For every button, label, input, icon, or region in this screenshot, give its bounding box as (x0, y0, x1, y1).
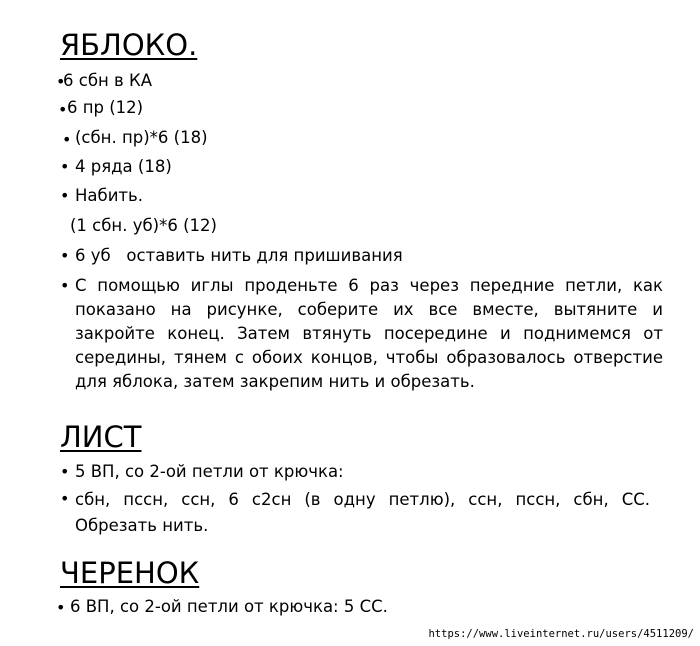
leaf-step-1: 5 ВП, со 2-ой петли от крючка: (75, 462, 344, 481)
bullet-icon: • (62, 130, 72, 149)
bullet-icon: • (60, 462, 70, 481)
bullet-icon: • (60, 489, 70, 508)
apple-step-2: 6 пр (12) (67, 98, 144, 117)
stem-heading: ЧЕРЕНОК (60, 556, 200, 590)
bullet-icon: • (58, 100, 68, 119)
bullet-icon: • (60, 157, 70, 176)
bullet-icon: • (60, 276, 70, 295)
apple-instruction: С помощью иглы проденьте 6 раз через передние петли, как показано на рисунке, соберите их все вместе, вытяните и закройте конец. Затем втянуть посередине и поднимемся от середины, тянем с обоих концов, чтобы образовалось отверстие для яблока, затем закрепим нить и обрезать. (75, 276, 663, 391)
apple-step-3: (сбн. пр)*6 (18) (75, 128, 208, 147)
apple-step-5: Набить. (75, 186, 143, 205)
apple-step-4: 4 ряда (18) (75, 157, 172, 176)
apple-heading: ЯБЛОКО. (60, 28, 198, 62)
stem-step-1: 6 ВП, со 2-ой петли от крючка: 5 СС. (70, 597, 388, 616)
apple-step-6: (1 сбн. уб)*6 (12) (70, 216, 217, 235)
leaf-step-2: сбн, пссн, ссн, 6 с2сн (в одну петлю), ссн, пссн, сбн, СС. Обрезать нить. (75, 490, 650, 535)
bullet-icon: • (56, 598, 66, 617)
bullet-icon: • (60, 246, 70, 265)
leaf-heading: ЛИСТ (60, 420, 142, 454)
source-url: https://www.liveinternet.ru/users/4511209/ (428, 628, 694, 640)
bullet-icon: • (56, 72, 66, 91)
apple-step-7: 6 уб оставить нить для пришивания (75, 246, 403, 265)
bullet-icon: • (60, 186, 70, 205)
apple-step-1: 6 сбн в КА (63, 71, 152, 90)
